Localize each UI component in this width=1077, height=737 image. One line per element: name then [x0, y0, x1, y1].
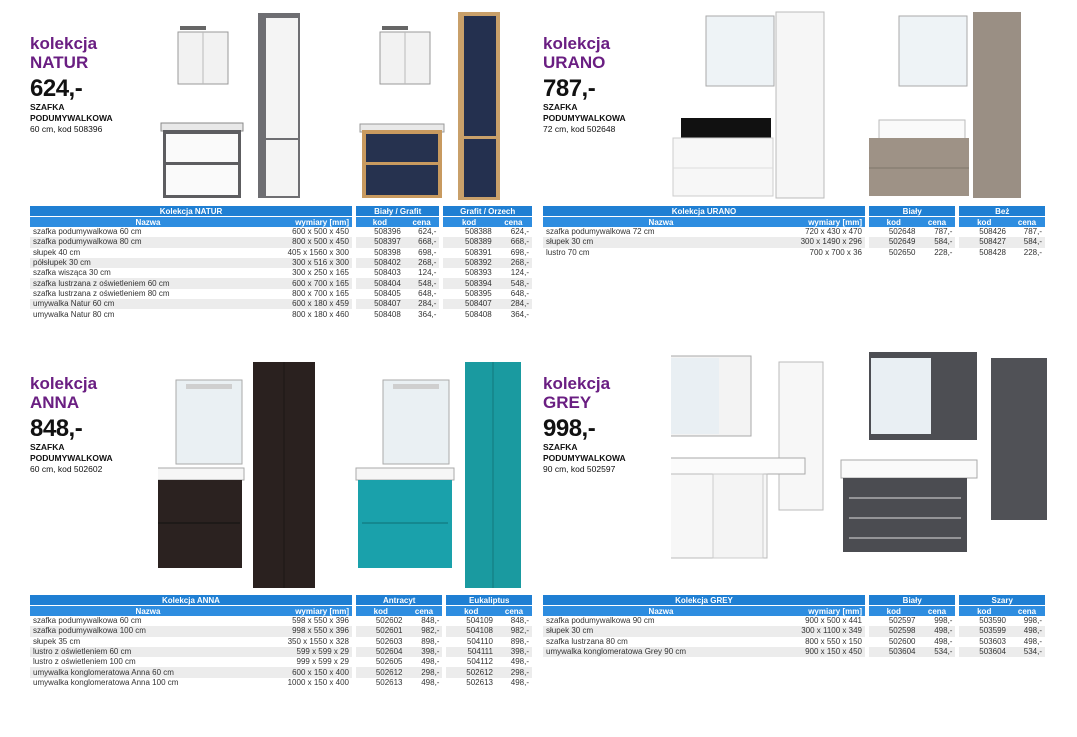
cell-kod-2: 508393 [441, 268, 494, 278]
cell-wymiary: 800 x 180 x 460 [266, 309, 354, 319]
cell-cena-1: 298,- [406, 667, 445, 677]
cell-nazwa: słupek 30 cm [543, 626, 779, 636]
cell-nazwa: umywalka konglomeratowa Anna 60 cm [30, 667, 266, 677]
cell-wymiary: 700 x 700 x 36 [779, 248, 867, 258]
grey-product-image [671, 348, 1061, 593]
promo-price: 848,- [30, 415, 83, 442]
cell-wymiary: 800 x 550 x 150 [779, 637, 867, 647]
cell-kod-1: 502649 [867, 237, 919, 247]
cell-nazwa: umywalka Natur 80 cm [30, 309, 266, 319]
urano-product-image [671, 8, 1061, 203]
cell-kod-2: 503599 [957, 626, 1009, 636]
cell-nazwa: szafka lustrzana z oświetleniem 80 cm [30, 289, 266, 299]
cell-kod-2: 503590 [957, 616, 1009, 626]
col-kod-1: kod [354, 217, 404, 228]
promo-price: 998,- [543, 415, 596, 442]
cell-wymiary: 600 x 150 x 400 [266, 667, 354, 677]
cell-kod-1: 502600 [867, 637, 919, 647]
cell-cena-1: 534,- [919, 647, 958, 657]
collection-name: URANO [543, 53, 606, 72]
cell-nazwa: szafka podumywalkowa 72 cm [543, 227, 779, 237]
cell-nazwa: słupek 30 cm [543, 237, 779, 247]
table-row [543, 227, 1045, 237]
variant-2-header: Szary [957, 595, 1045, 606]
col-wymiary: wymiary [mm] [266, 217, 354, 228]
cell-wymiary: 600 x 180 x 459 [266, 299, 354, 309]
cell-cena-1: 548,- [404, 278, 442, 288]
cell-nazwa: lustro z oświetleniem 100 cm [30, 657, 266, 667]
table-title: Kolekcja NATUR [30, 206, 354, 217]
cell-cena-1: 498,- [919, 637, 958, 647]
table-row [30, 289, 532, 299]
cell-cena-2: 648,- [495, 289, 532, 299]
promo-block [30, 34, 160, 135]
cell-cena-2: 534,- [1009, 647, 1045, 657]
cell-nazwa: szafka podumywalkowa 80 cm [30, 237, 266, 247]
cell-wymiary: 350 x 1550 x 328 [266, 637, 354, 647]
cell-kod-1: 502612 [354, 667, 406, 677]
col-cena-2: cena [1009, 606, 1045, 617]
cell-kod-1: 502613 [354, 678, 406, 688]
col-wymiary: wymiary [mm] [779, 217, 867, 228]
col-cena-2: cena [495, 217, 532, 228]
natur-product-image [158, 8, 548, 203]
cell-cena-2: 268,- [495, 258, 532, 268]
cell-cena-1: 668,- [404, 237, 442, 247]
cell-kod-1: 502598 [867, 626, 919, 636]
cell-cena-2: 228,- [1009, 248, 1045, 258]
cell-wymiary: 800 x 700 x 165 [266, 289, 354, 299]
product-line-1: SZAFKA [543, 102, 578, 112]
cell-kod-1: 508403 [354, 268, 404, 278]
cell-nazwa: słupek 40 cm [30, 248, 266, 258]
cell-nazwa: szafka podumywalkowa 100 cm [30, 626, 266, 636]
table-row [543, 637, 1045, 647]
cell-kod-2: 508391 [441, 248, 494, 258]
table-row [30, 237, 532, 247]
cell-kod-2: 504109 [444, 616, 496, 626]
cell-cena-2: 498,- [496, 678, 532, 688]
cell-cena-1: 787,- [919, 227, 958, 237]
promo-block [30, 374, 160, 475]
cell-cena-2: 982,- [496, 626, 532, 636]
cell-kod-2: 504108 [444, 626, 496, 636]
cell-kod-1: 508398 [354, 248, 404, 258]
cell-kod-2: 504112 [444, 657, 496, 667]
anna-price-table [30, 595, 532, 688]
table-row [30, 278, 532, 288]
table-row [543, 626, 1045, 636]
col-cena-1: cena [919, 217, 958, 228]
cell-wymiary: 598 x 550 x 396 [266, 616, 354, 626]
promo-block [543, 374, 673, 475]
table-row [30, 657, 532, 667]
cell-kod-1: 502602 [354, 616, 406, 626]
cell-wymiary: 900 x 500 x 441 [779, 616, 867, 626]
variant-2-header: Eukaliptus [444, 595, 532, 606]
cell-kod-2: 502613 [444, 678, 496, 688]
cell-nazwa: szafka wisząca 30 cm [30, 268, 266, 278]
cell-cena-1: 648,- [404, 289, 442, 299]
col-cena-2: cena [496, 606, 532, 617]
cell-cena-2: 498,- [1009, 637, 1045, 647]
cell-wymiary: 300 x 1490 x 296 [779, 237, 867, 247]
cell-kod-2: 508426 [957, 227, 1009, 237]
table-row [30, 647, 532, 657]
table-row [30, 637, 532, 647]
cell-cena-1: 364,- [404, 309, 442, 319]
cell-wymiary: 720 x 430 x 470 [779, 227, 867, 237]
variant-2-header: Beż [957, 206, 1045, 217]
product-line-3: 60 cm, kod 508396 [30, 124, 103, 134]
cell-nazwa: szafka lustrzana z oświetleniem 60 cm [30, 278, 266, 288]
cell-cena-1: 498,- [919, 626, 958, 636]
cell-cena-1: 584,- [919, 237, 958, 247]
cell-kod-2: 508394 [441, 278, 494, 288]
cell-kod-1: 502648 [867, 227, 919, 237]
col-nazwa: Nazwa [543, 217, 779, 228]
product-line-3: 60 cm, kod 502602 [30, 464, 103, 474]
cell-kod-2: 502612 [444, 667, 496, 677]
cell-kod-1: 502597 [867, 616, 919, 626]
product-line-1: SZAFKA [30, 442, 65, 452]
anna-product-image [158, 348, 548, 593]
urano-price-table [543, 206, 1045, 258]
cell-nazwa: umywalka konglomeratowa Grey 90 cm [543, 647, 779, 657]
product-line-1: SZAFKA [543, 442, 578, 452]
product-line-3: 90 cm, kod 502597 [543, 464, 616, 474]
collection-name: GREY [543, 393, 592, 412]
product-line-3: 72 cm, kod 502648 [543, 124, 616, 134]
table-row [30, 258, 532, 268]
col-wymiary: wymiary [mm] [779, 606, 867, 617]
cell-wymiary: 405 x 1560 x 300 [266, 248, 354, 258]
cell-nazwa: szafka podumywalkowa 60 cm [30, 616, 266, 626]
kolekcja-label: kolekcja [30, 34, 98, 53]
cell-kod-1: 502605 [354, 657, 406, 667]
cell-cena-2: 498,- [1009, 626, 1045, 636]
cell-wymiary: 900 x 150 x 450 [779, 647, 867, 657]
cell-wymiary: 600 x 500 x 450 [266, 227, 354, 237]
cell-wymiary: 599 x 599 x 29 [266, 647, 354, 657]
cell-cena-1: 124,- [404, 268, 442, 278]
cell-nazwa: umywalka konglomeratowa Anna 100 cm [30, 678, 266, 688]
table-row [543, 237, 1045, 247]
promo-price: 624,- [30, 75, 83, 102]
table-row [30, 268, 532, 278]
cell-kod-2: 508428 [957, 248, 1009, 258]
table-row [543, 647, 1045, 657]
cell-cena-2: 898,- [496, 637, 532, 647]
cell-cena-2: 298,- [496, 667, 532, 677]
cell-kod-2: 508427 [957, 237, 1009, 247]
variant-1-header: Biały / Grafit [354, 206, 441, 217]
table-row [30, 678, 532, 688]
cell-kod-1: 503604 [867, 647, 919, 657]
product-line-2: PODUMYWALKOWA [30, 113, 113, 123]
cell-cena-2: 624,- [495, 227, 532, 237]
cell-kod-1: 502603 [354, 637, 406, 647]
collection-name: ANNA [30, 393, 80, 412]
cell-cena-2: 364,- [495, 309, 532, 319]
cell-kod-2: 503604 [957, 647, 1009, 657]
cell-cena-1: 624,- [404, 227, 442, 237]
col-kod-1: kod [867, 606, 919, 617]
cell-kod-1: 508408 [354, 309, 404, 319]
table-title: Kolekcja ANNA [30, 595, 354, 606]
cell-cena-2: 998,- [1009, 616, 1045, 626]
promo-price: 787,- [543, 75, 596, 102]
cell-nazwa: lustro z oświetleniem 60 cm [30, 647, 266, 657]
promo-block [543, 34, 673, 135]
cell-wymiary: 800 x 500 x 450 [266, 237, 354, 247]
product-line-2: PODUMYWALKOWA [543, 453, 626, 463]
cell-kod-2: 508408 [441, 309, 494, 319]
kolekcja-label: kolekcja [30, 374, 98, 393]
cell-cena-1: 982,- [406, 626, 445, 636]
cell-kod-1: 502650 [867, 248, 919, 258]
cell-cena-2: 698,- [495, 248, 532, 258]
cell-wymiary: 300 x 1100 x 349 [779, 626, 867, 636]
cell-cena-2: 398,- [496, 647, 532, 657]
cell-cena-1: 228,- [919, 248, 958, 258]
variant-1-header: Biały [867, 206, 957, 217]
cell-kod-2: 508395 [441, 289, 494, 299]
col-cena-2: cena [1009, 217, 1045, 228]
cell-nazwa: szafka podumywalkowa 60 cm [30, 227, 266, 237]
cell-wymiary: 300 x 250 x 165 [266, 268, 354, 278]
cell-cena-2: 284,- [495, 299, 532, 309]
table-row [30, 626, 532, 636]
cell-kod-2: 508407 [441, 299, 494, 309]
cell-cena-2: 848,- [496, 616, 532, 626]
cell-cena-1: 398,- [406, 647, 445, 657]
cell-kod-1: 508407 [354, 299, 404, 309]
cell-cena-1: 268,- [404, 258, 442, 268]
table-row [30, 616, 532, 626]
col-kod-1: kod [354, 606, 406, 617]
cell-wymiary: 1000 x 150 x 400 [266, 678, 354, 688]
col-nazwa: Nazwa [30, 606, 266, 617]
table-row [543, 616, 1045, 626]
cell-cena-2: 787,- [1009, 227, 1045, 237]
col-nazwa: Nazwa [30, 217, 266, 228]
variant-1-header: Biały [867, 595, 957, 606]
table-row [30, 248, 532, 258]
cell-kod-1: 508405 [354, 289, 404, 299]
natur-price-table [30, 206, 532, 320]
kolekcja-label: kolekcja [543, 374, 611, 393]
col-cena-1: cena [404, 217, 442, 228]
cell-kod-2: 504110 [444, 637, 496, 647]
cell-nazwa: szafka podumywalkowa 90 cm [543, 616, 779, 626]
cell-kod-1: 508397 [354, 237, 404, 247]
cell-kod-1: 508404 [354, 278, 404, 288]
product-line-1: SZAFKA [30, 102, 65, 112]
col-cena-1: cena [919, 606, 958, 617]
variant-2-header: Grafit / Orzech [441, 206, 532, 217]
col-nazwa: Nazwa [543, 606, 779, 617]
cell-kod-2: 508392 [441, 258, 494, 268]
table-row [30, 309, 532, 319]
cell-cena-1: 284,- [404, 299, 442, 309]
col-kod-2: kod [957, 606, 1009, 617]
cell-wymiary: 999 x 599 x 29 [266, 657, 354, 667]
cell-kod-1: 508402 [354, 258, 404, 268]
cell-kod-2: 508388 [441, 227, 494, 237]
col-kod-2: kod [444, 606, 496, 617]
cell-nazwa: lustro 70 cm [543, 248, 779, 258]
cell-cena-2: 668,- [495, 237, 532, 247]
cell-cena-2: 548,- [495, 278, 532, 288]
table-row [30, 299, 532, 309]
col-wymiary: wymiary [mm] [266, 606, 354, 617]
cell-nazwa: słupek 35 cm [30, 637, 266, 647]
cell-kod-1: 502601 [354, 626, 406, 636]
variant-1-header: Antracyt [354, 595, 444, 606]
cell-cena-2: 498,- [496, 657, 532, 667]
cell-kod-2: 508389 [441, 237, 494, 247]
cell-cena-2: 124,- [495, 268, 532, 278]
cell-kod-2: 504111 [444, 647, 496, 657]
table-row [543, 248, 1045, 258]
col-kod-1: kod [867, 217, 919, 228]
cell-cena-1: 998,- [919, 616, 958, 626]
collection-name: NATUR [30, 53, 89, 72]
cell-cena-1: 698,- [404, 248, 442, 258]
cell-wymiary: 600 x 700 x 165 [266, 278, 354, 288]
cell-wymiary: 300 x 516 x 300 [266, 258, 354, 268]
cell-nazwa: półsłupek 30 cm [30, 258, 266, 268]
col-kod-2: kod [441, 217, 494, 228]
cell-cena-1: 498,- [406, 678, 445, 688]
product-line-2: PODUMYWALKOWA [543, 113, 626, 123]
cell-kod-1: 508396 [354, 227, 404, 237]
cell-kod-2: 503603 [957, 637, 1009, 647]
cell-cena-2: 584,- [1009, 237, 1045, 247]
grey-price-table [543, 595, 1045, 657]
cell-nazwa: szafka lustrzana 80 cm [543, 637, 779, 647]
cell-nazwa: umywalka Natur 60 cm [30, 299, 266, 309]
kolekcja-label: kolekcja [543, 34, 611, 53]
table-title: Kolekcja URANO [543, 206, 867, 217]
table-row [30, 227, 532, 237]
table-row [30, 667, 532, 677]
cell-kod-1: 502604 [354, 647, 406, 657]
col-kod-2: kod [957, 217, 1009, 228]
cell-cena-1: 848,- [406, 616, 445, 626]
table-title: Kolekcja GREY [543, 595, 867, 606]
cell-wymiary: 998 x 550 x 396 [266, 626, 354, 636]
cell-cena-1: 898,- [406, 637, 445, 647]
cell-cena-1: 498,- [406, 657, 445, 667]
col-cena-1: cena [406, 606, 445, 617]
product-line-2: PODUMYWALKOWA [30, 453, 113, 463]
